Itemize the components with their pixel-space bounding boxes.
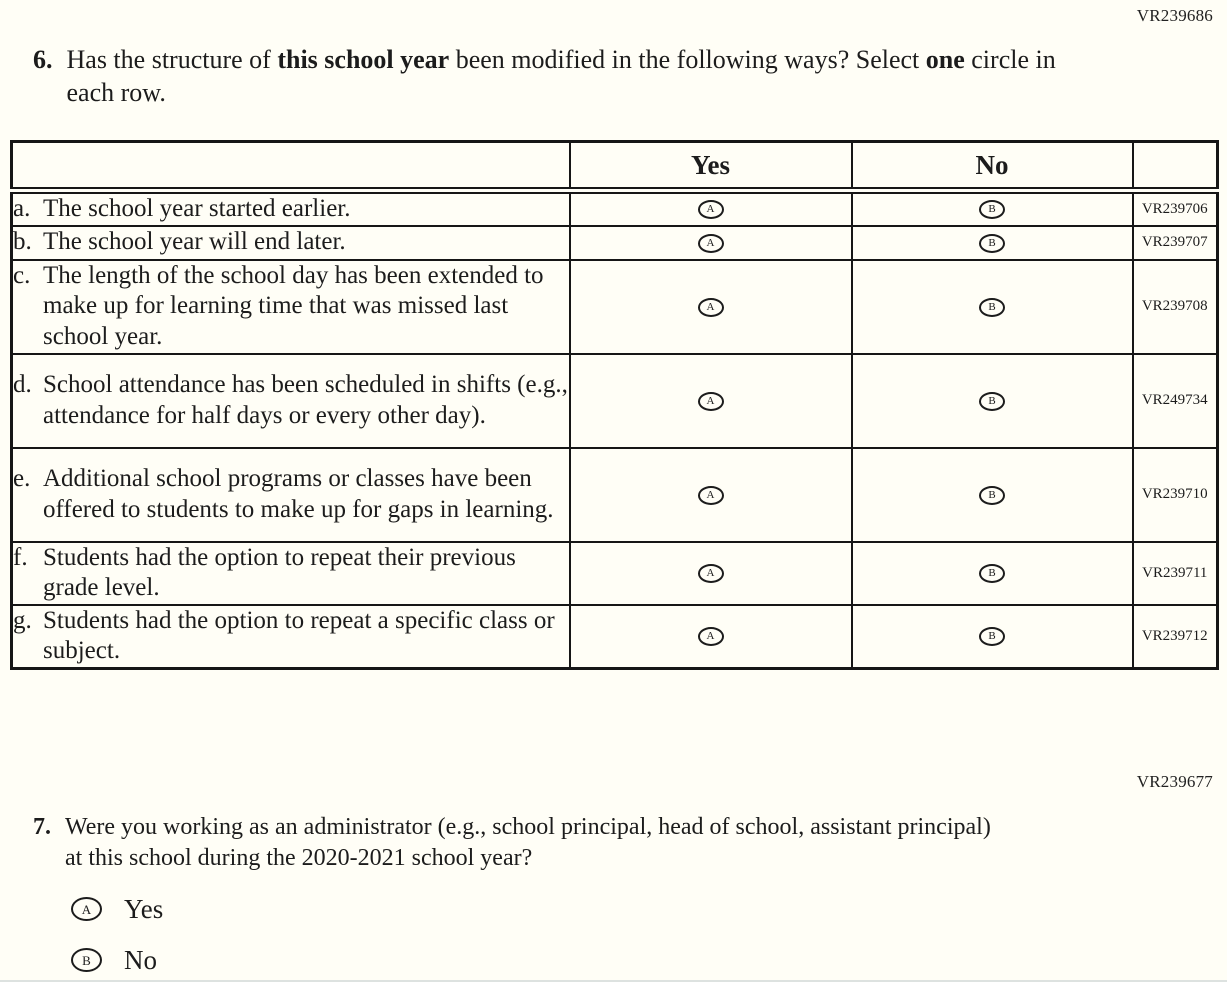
yes-bubble-a[interactable]: A: [698, 200, 724, 219]
statement-cell: [12, 542, 570, 605]
yes-cell: [570, 191, 852, 226]
no-bubble-g[interactable]: B: [979, 627, 1005, 646]
no-cell: [852, 191, 1133, 226]
table-header-row: [12, 142, 1218, 191]
yes-cell: [570, 448, 852, 542]
row-code: VR249734: [1133, 354, 1218, 448]
q6-text-part: Has the structure of: [66, 45, 278, 74]
question-7: [33, 812, 1153, 874]
header-code-cell: [1133, 142, 1218, 191]
no-bubble-b[interactable]: B: [979, 234, 1005, 253]
yes-cell: [570, 542, 852, 605]
row-letter: a.: [13, 195, 31, 222]
table-row-a: [12, 191, 1218, 226]
row-code: VR239710: [1133, 448, 1218, 542]
no-cell: [852, 260, 1133, 354]
question-7-line1: Were you working as an administrator (e.g., school principal, head of school, assistant principal): [65, 814, 991, 840]
no-cell: [852, 605, 1133, 669]
q6-text-part-bold: one: [925, 45, 965, 74]
yes-bubble-f[interactable]: A: [698, 564, 724, 583]
question-6-number: 6.: [33, 45, 53, 74]
table-row-b: [12, 226, 1218, 260]
statement-cell: [12, 605, 570, 669]
yes-cell: [570, 354, 852, 448]
question-7-line2: at this school during the 2020-2021 school year?: [65, 845, 533, 872]
no-bubble-c[interactable]: B: [979, 298, 1005, 317]
statement-cell: [12, 226, 570, 260]
row-statement: The school year will end later.: [43, 228, 346, 256]
question-6: [33, 44, 1108, 109]
header-statement-cell: [12, 142, 570, 191]
statement-cell: [12, 448, 570, 542]
row-statement: The length of the school day has been extended to make up for learning time that was missed last school year.: [43, 261, 544, 350]
no-bubble-d[interactable]: B: [979, 392, 1005, 411]
statement-cell: [12, 191, 570, 226]
form-code-q6: VR239686: [1136, 6, 1213, 25]
question-7-text: [65, 812, 991, 874]
question-6-text: [67, 44, 1097, 109]
row-statement: The school year started earlier.: [43, 195, 351, 222]
no-bubble-a[interactable]: B: [979, 200, 1005, 219]
no-bubble-f[interactable]: B: [979, 564, 1005, 583]
no-cell: [852, 354, 1133, 448]
yes-bubble-g[interactable]: A: [698, 627, 724, 646]
header-yes: Yes: [570, 142, 852, 191]
q7-option-no: [71, 944, 163, 976]
yes-cell: [570, 605, 852, 669]
row-letter: e.: [13, 465, 31, 492]
row-code: VR239711: [1133, 542, 1218, 605]
form-code-q7: VR239677: [1136, 772, 1213, 791]
q7-option-yes: [71, 893, 163, 925]
q6-text-part-bold: this school year: [277, 45, 450, 74]
yes-bubble-d[interactable]: A: [698, 392, 724, 411]
row-code: VR239708: [1133, 260, 1218, 354]
option-bubble-no[interactable]: B: [71, 948, 102, 972]
table-row-g: [12, 605, 1218, 669]
q6-text-part: circle in each row.: [66, 45, 1056, 107]
row-letter: g.: [13, 606, 32, 634]
table-row-f: [12, 542, 1218, 605]
table-row-c: [12, 260, 1218, 354]
yes-cell: [570, 226, 852, 260]
no-cell: [852, 542, 1133, 605]
no-cell: [852, 226, 1133, 260]
row-code: VR239707: [1133, 226, 1218, 260]
option-label-yes: Yes: [124, 893, 164, 924]
option-label-no: No: [124, 944, 157, 975]
yes-cell: [570, 260, 852, 354]
no-cell: [852, 448, 1133, 542]
statement-cell: [12, 354, 570, 448]
no-bubble-e[interactable]: B: [979, 486, 1005, 505]
row-statement: Students had the option to repeat a specific class or subject.: [43, 606, 555, 664]
yes-bubble-c[interactable]: A: [698, 298, 724, 317]
row-letter: c.: [13, 261, 31, 289]
table-row-d: [12, 354, 1218, 448]
option-bubble-yes[interactable]: A: [71, 897, 102, 921]
row-statement: Students had the option to repeat their previous grade level.: [43, 543, 516, 601]
row-letter: d.: [13, 371, 32, 398]
row-letter: f.: [13, 543, 28, 571]
q6-response-table: [10, 140, 1219, 670]
row-letter: b.: [13, 228, 32, 256]
row-statement: Additional school programs or classes have been offered to students to make up for gaps in learning.: [43, 465, 554, 523]
yes-bubble-b[interactable]: A: [698, 234, 724, 253]
row-code: VR239712: [1133, 605, 1218, 669]
q6-text-part: been modified in the following ways? Select: [449, 45, 926, 74]
statement-cell: [12, 260, 570, 354]
yes-bubble-e[interactable]: A: [698, 486, 724, 505]
table-row-e: [12, 448, 1218, 542]
header-no: No: [852, 142, 1133, 191]
question-7-number: 7.: [33, 814, 51, 840]
row-statement: School attendance has been scheduled in shifts (e.g., attendance for half days or every other day).: [43, 371, 568, 429]
row-code: VR239706: [1133, 191, 1218, 226]
q7-options: [71, 893, 163, 982]
